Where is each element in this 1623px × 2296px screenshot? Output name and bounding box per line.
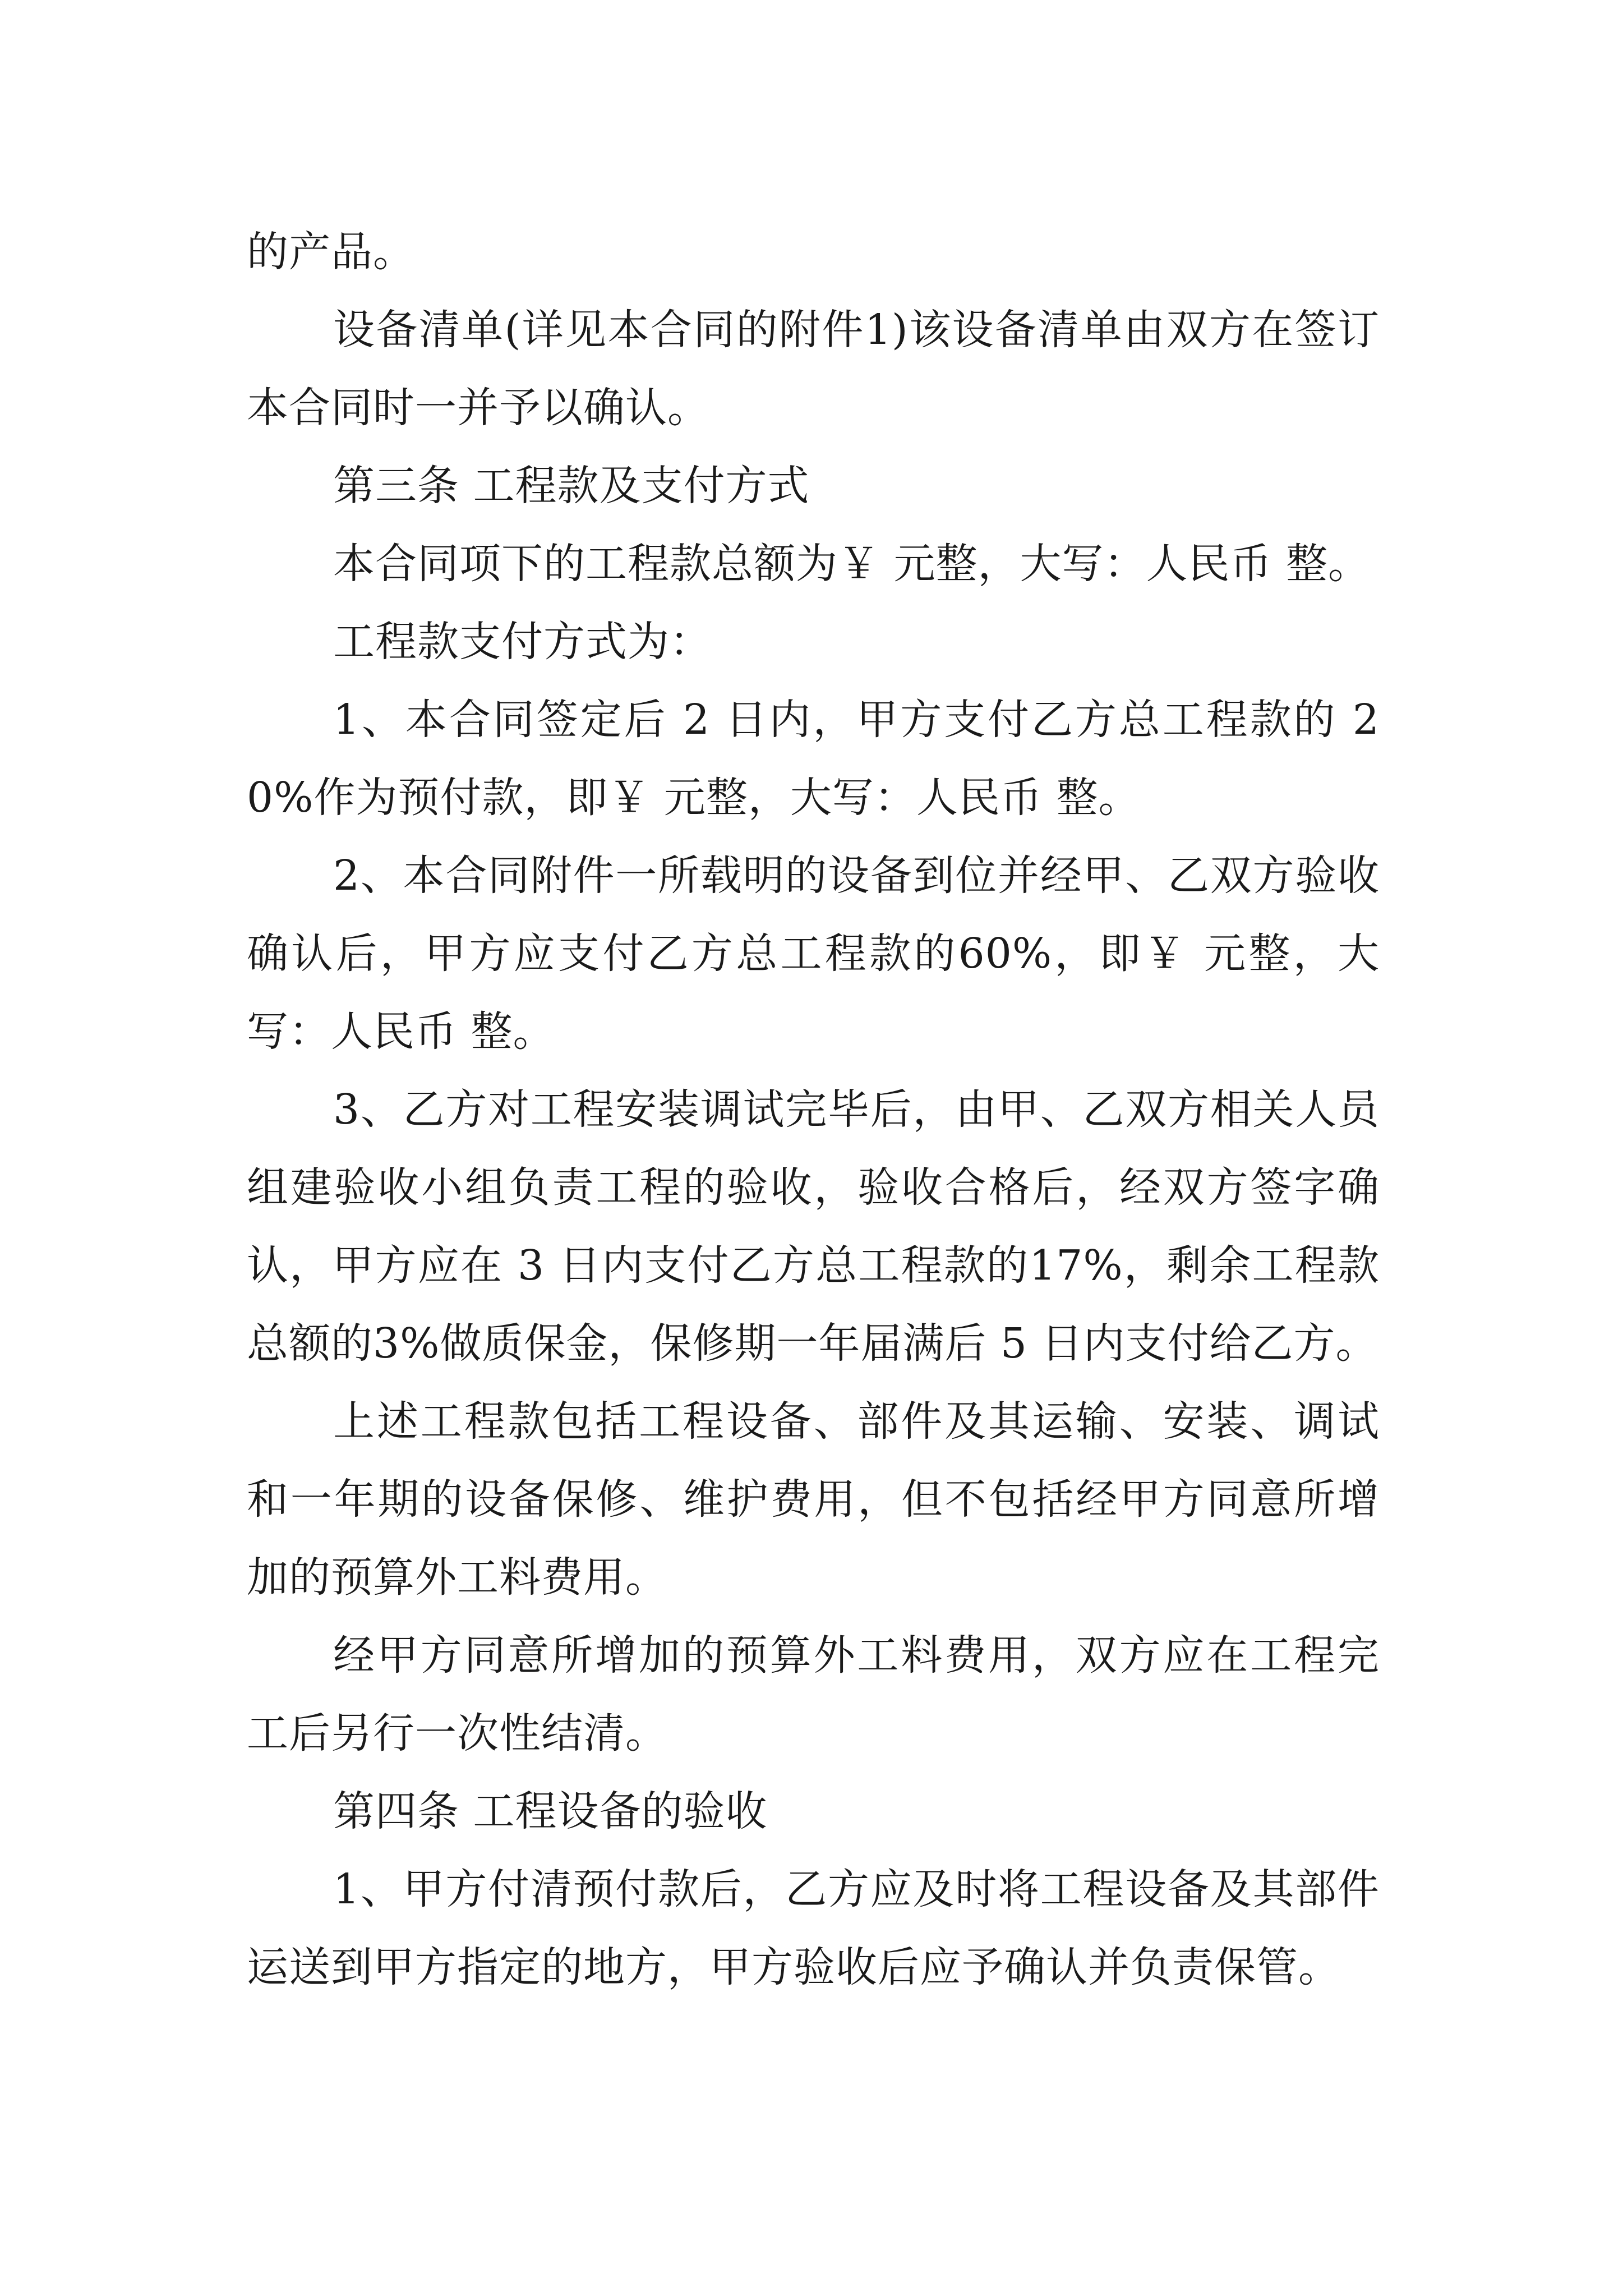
section-heading-article-4: 第四条 工程设备的验收 xyxy=(333,1787,768,1835)
paragraph-extra-costs: 经甲方同意所增加的预算外工料费用，双方应在工程完工后另行一次性结清。 xyxy=(247,1631,1380,1757)
paragraph-continuation: 的产品。 xyxy=(247,228,415,276)
paragraph-payment-item-1: 1、本合同签定后 2 日内，甲方支付乙方总工程款的 20%作为预付款，即￥ 元整，大写：人民币 整。 xyxy=(247,696,1380,822)
paragraph-payment-item-2: 2、本合同附件一所载明的设备到位并经甲、乙双方验收确认后，甲方应支付乙方总工程款的60%，即￥ 元整，大写：人民币 整。 xyxy=(247,852,1380,1056)
paragraph-payment-scope: 上述工程款包括工程设备、部件及其运输、安装、调试和一年期的设备保修、维护费用，但不包括经甲方同意所增加的预算外工料费用。 xyxy=(247,1397,1380,1602)
paragraph-acceptance-item-1: 1、甲方付清预付款后，乙方应及时将工程设备及其部件运送到甲方指定的地方，甲方验收后应予确认并负责保管。 xyxy=(247,1865,1380,1991)
paragraph-payment-item-3: 3、乙方对工程安装调试完毕后，由甲、乙双方相关人员组建验收小组负责工程的验收，验收合格后，经双方签字确认，甲方应在 3 日内支付乙方总工程款的17%，剩余工程款总额的3%做质保金，保修期一年届满后 5 日内支付给乙方。 xyxy=(247,1085,1380,1368)
paragraph-payment-method: 工程款支付方式为： xyxy=(333,618,712,666)
paragraph-total-amount: 本合同项下的工程款总额为￥ 元整，大写：人民币 整。 xyxy=(333,540,1371,588)
document-page xyxy=(247,213,1380,2007)
section-heading-article-3: 第三条 工程款及支付方式 xyxy=(333,462,810,510)
paragraph-equipment-list: 设备清单(详见本合同的附件1)该设备清单由双方在签订本合同时一并予以确认。 xyxy=(247,306,1380,432)
